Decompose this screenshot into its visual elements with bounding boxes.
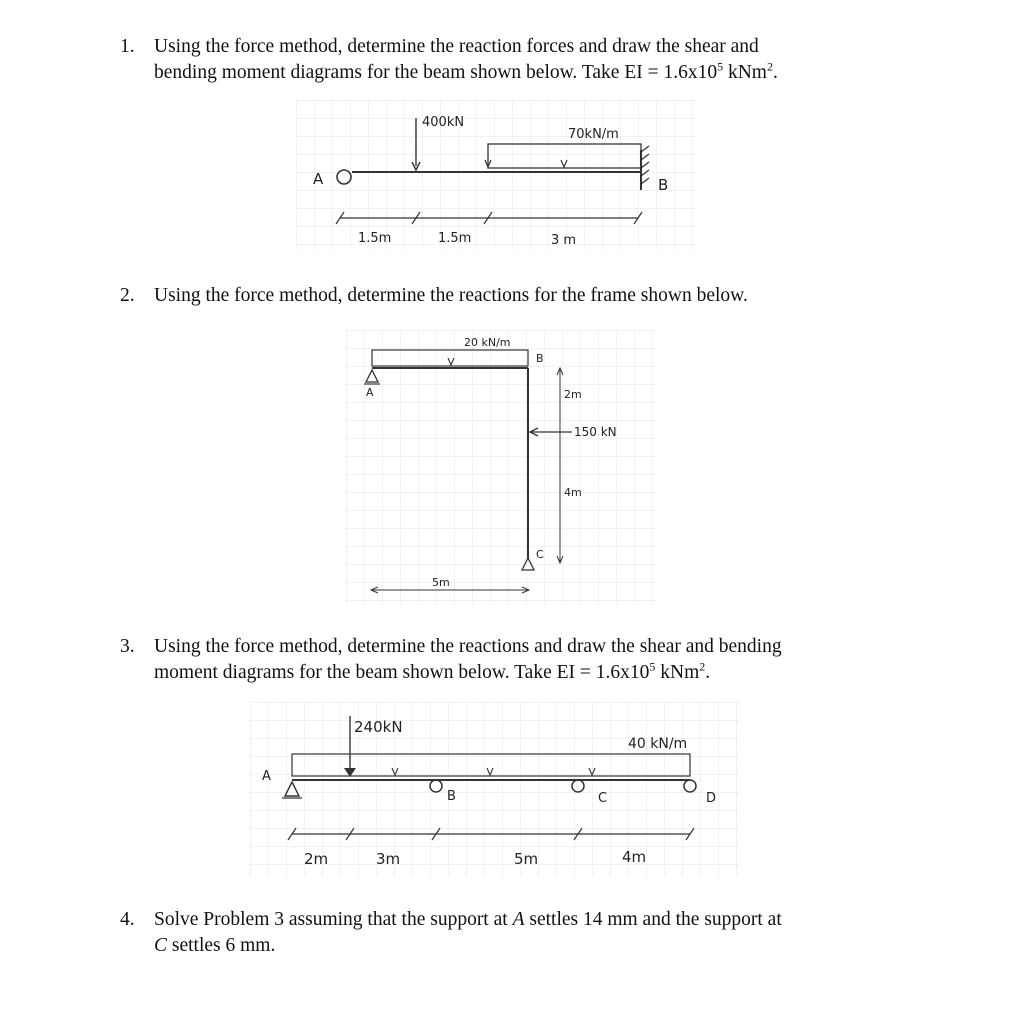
node-label: C [598,791,608,806]
beam-figure-1 [296,100,696,260]
beam-figure-3 [250,702,740,882]
point-load-label: 150 kN [574,425,617,439]
dimension-label: 1.5m [438,231,472,246]
dimension-label: 3m [376,850,401,868]
node-label: B [658,176,669,194]
problem-line: bending moment diagrams for the beam shown below. Take EI = $1.6x10^5$ kNm$^2$. [154,59,778,83]
point-load-label: 240kN [354,718,403,736]
node-label: B [536,352,544,365]
node-label: A [313,170,324,188]
dimension-label: 5m [514,850,539,868]
dimension-label: 2m [564,388,582,401]
problem-text [154,34,914,86]
problem-line: C settles 6 mm. [154,935,276,956]
problem-text [154,634,914,686]
dimension-label: 3 m [551,233,577,248]
distributed-load-label: 20 kN/m [464,336,511,349]
problem-number: 2. [120,285,135,306]
problem-number: 3. [120,636,135,657]
node-label: A [366,386,374,399]
problem-number: 4. [120,909,135,930]
dimension-label: 4m [622,848,647,866]
problem-line: Using the force method, determine the reactions for the frame shown below. [154,285,748,306]
problem-number: 1. [120,36,135,57]
dimension-label: 4m [564,486,582,499]
dimension-label: 2m [304,850,329,868]
point-load-label: 400kN [422,115,465,130]
problem-text [154,907,914,959]
node-label: D [706,791,717,806]
node-label: A [262,769,271,784]
node-label: B [447,789,456,804]
distributed-load-label: 40 kN/m [628,736,688,752]
dimension-label: 5m [432,576,450,589]
problem-line: Solve Problem 3 assuming that the support at A settles 14 mm and the support at [154,909,782,930]
node-label: C [536,548,544,561]
dimension-label: 1.5m [358,231,392,246]
frame-figure-2 [346,330,656,610]
problem-line: moment diagrams for the beam shown below. Take EI = $1.6x10^5$ kNm$^2$. [154,659,711,683]
problem-line: Using the force method, determine the reaction forces and draw the shear and [154,36,759,57]
problem-text [154,283,914,309]
problem-line: Using the force method, determine the reactions and draw the shear and bending [154,636,782,657]
distributed-load-label: 70kN/m [568,127,619,142]
